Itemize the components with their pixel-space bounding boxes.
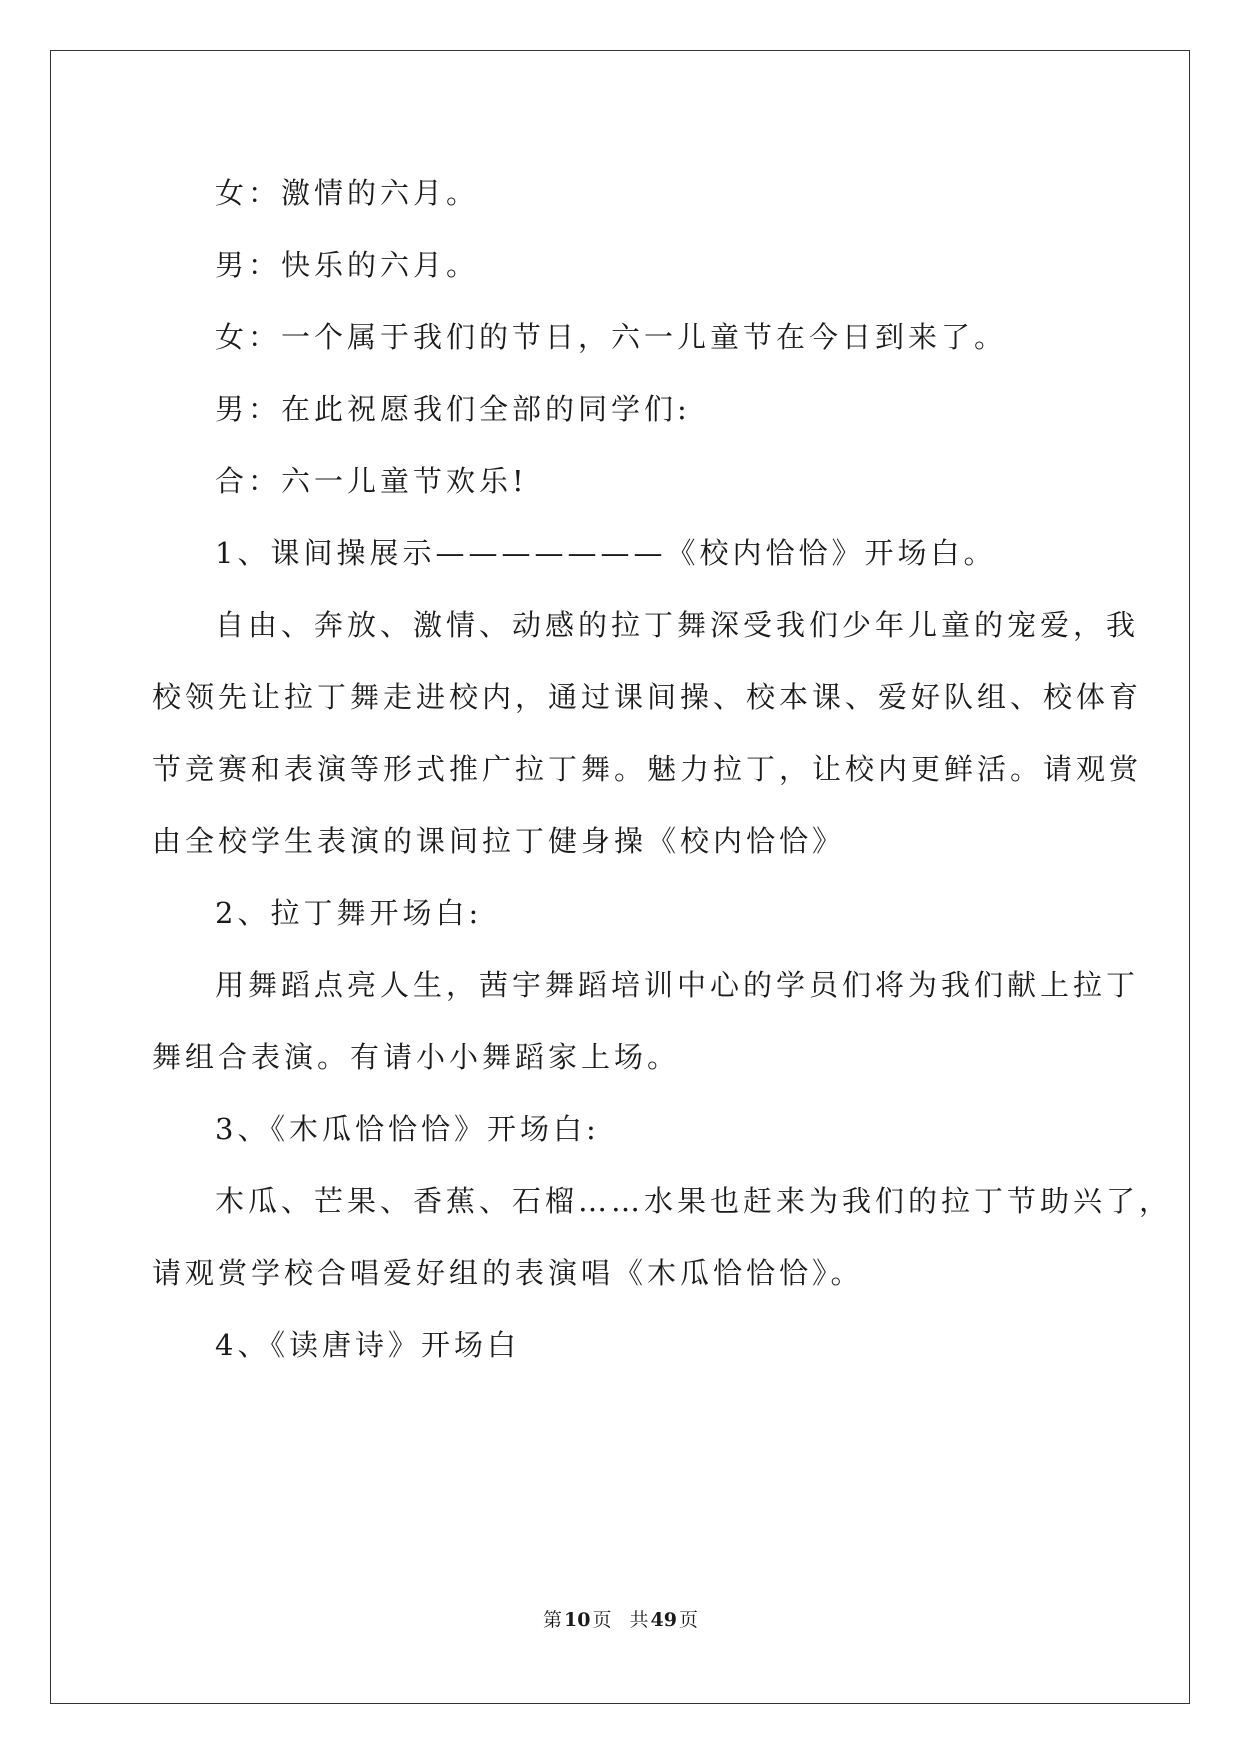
section-heading: 3、《木瓜恰恰恰》开场白: bbox=[215, 1112, 600, 1146]
current-page-number: 10 bbox=[564, 1609, 591, 1631]
dialogue-line: 男：快乐的六月。 bbox=[215, 248, 480, 282]
footer-total-unit: 页 bbox=[678, 1609, 698, 1631]
paragraph-line: 请观赏学校合唱爱好组的表演唱《木瓜恰恰恰》。 bbox=[152, 1256, 864, 1290]
dialogue-line: 合：六一儿童节欢乐! bbox=[215, 464, 528, 498]
footer-prefix: 第 bbox=[543, 1609, 563, 1631]
paragraph-line: 校领先让拉丁舞走进校内，通过课间操、校本课、爱好队组、校体育 bbox=[152, 680, 1143, 714]
page-footer bbox=[0, 1608, 1241, 1632]
page-border bbox=[50, 50, 1190, 1704]
paragraph-line: 木瓜、芒果、香蕉、石榴……水果也赶来为我们的拉丁节助兴了， bbox=[215, 1184, 1173, 1218]
dialogue-line: 女：激情的六月。 bbox=[215, 176, 480, 210]
footer-total-prefix: 共 bbox=[629, 1609, 649, 1631]
total-page-count: 49 bbox=[650, 1609, 677, 1631]
dialogue-line: 女：一个属于我们的节日，六一儿童节在今日到来了。 bbox=[215, 320, 1008, 354]
section-heading: 1、课间操展示———————《校内恰恰》开场白。 bbox=[215, 536, 997, 570]
paragraph-line: 用舞蹈点亮人生，茜宇舞蹈培训中心的学员们将为我们献上拉丁 bbox=[215, 968, 1140, 1002]
section-heading: 2、拉丁舞开场白: bbox=[215, 896, 483, 930]
dialogue-line: 男：在此祝愿我们全部的同学们: bbox=[215, 392, 691, 426]
paragraph-line: 舞组合表演。有请小小舞蹈家上场。 bbox=[152, 1040, 681, 1074]
paragraph-line: 由全校学生表演的课间拉丁健身操《校内恰恰》 bbox=[152, 824, 846, 858]
section-heading: 4、《读唐诗》开场白 bbox=[215, 1328, 520, 1362]
paragraph-line: 节竞赛和表演等形式推广拉丁舞。魅力拉丁，让校内更鲜活。请观赏 bbox=[152, 752, 1143, 786]
paragraph-line: 自由、奔放、激情、动感的拉丁舞深受我们少年儿童的宠爱，我 bbox=[215, 608, 1140, 642]
footer-page-unit: 页 bbox=[592, 1609, 612, 1631]
